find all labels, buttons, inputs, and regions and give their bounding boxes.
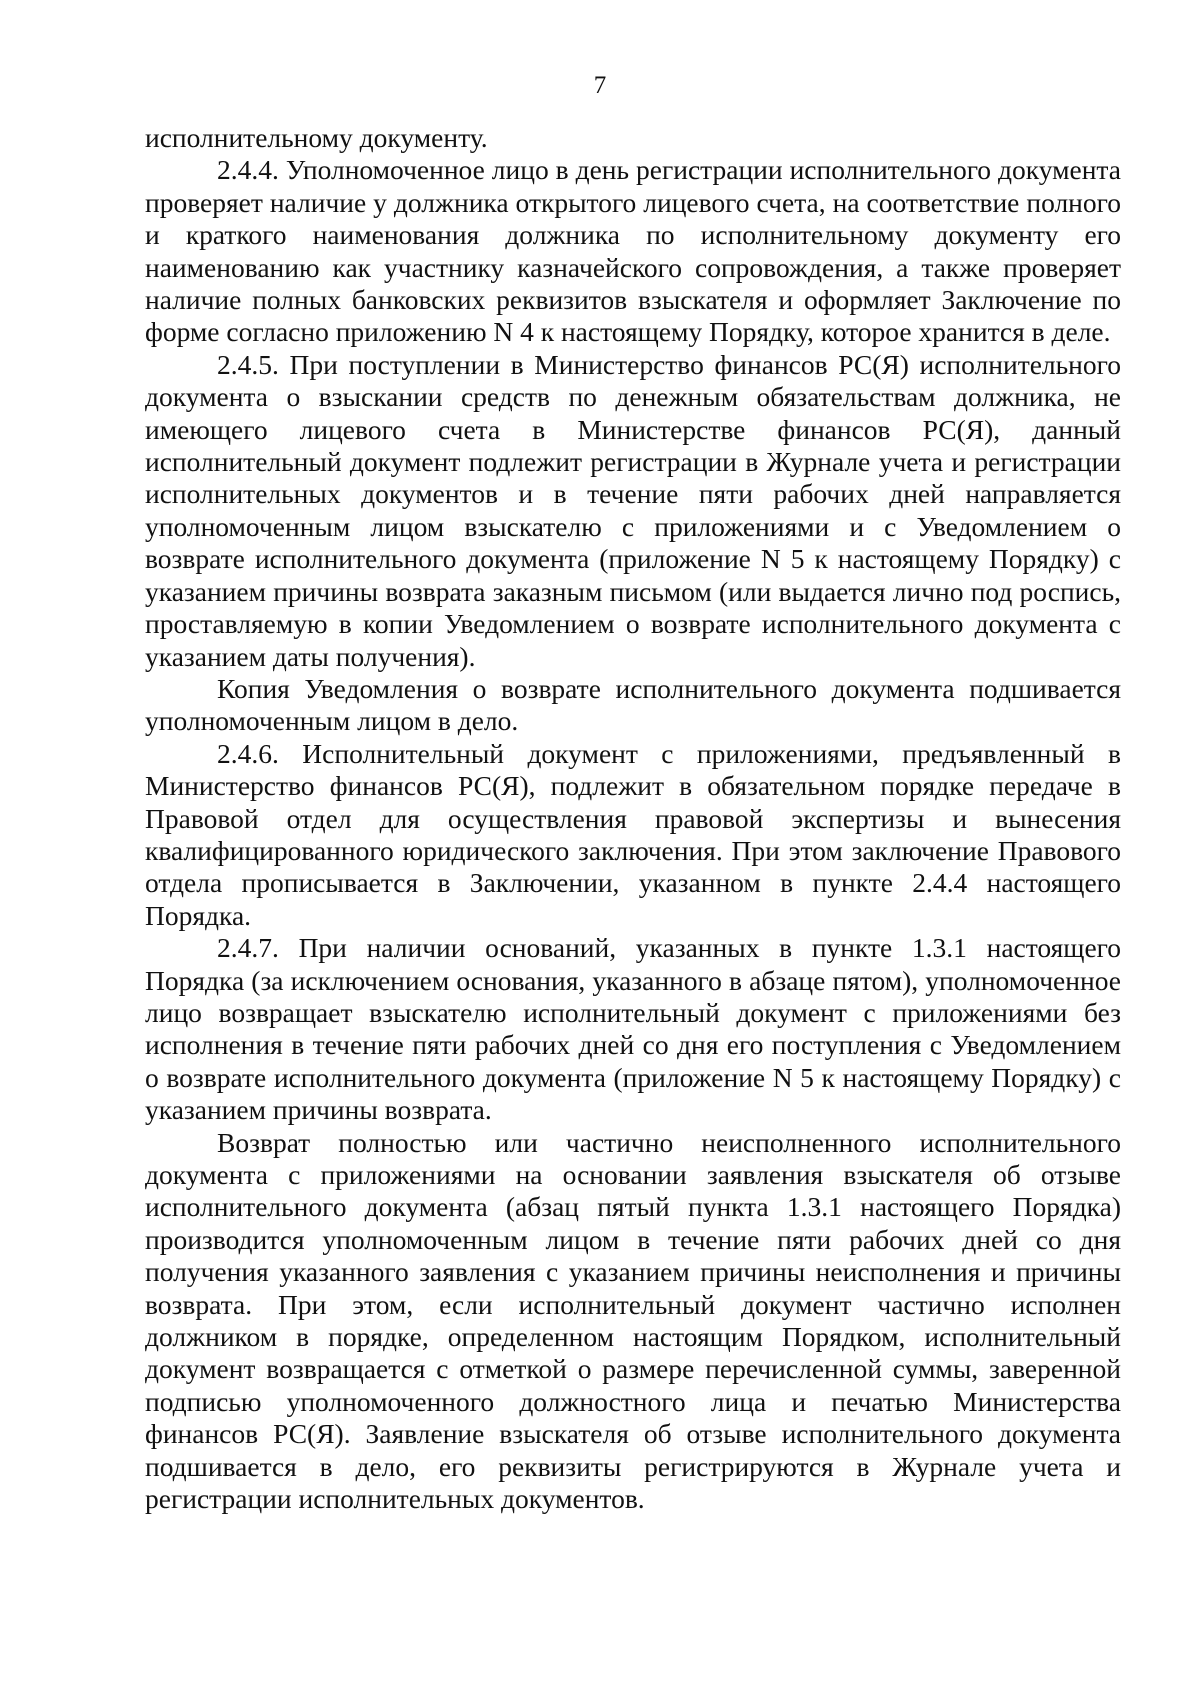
paragraph-2-4-7: 2.4.7. При наличии оснований, указанных в пункте 1.3.1 настоящего Порядка (за исключением основания, указанного в абзаце пятом), уполномоченное лицо возвращает взыскателю исполнительный документ с приложениями без исполнения в течение пяти рабочих дней со дня его поступления с Уведомлением о возврате исполнительного документа (приложение N 5 к настоящему Порядку) с указанием причины возврата. (145, 932, 1121, 1126)
paragraph-continuation: исполнительному документу. (145, 122, 488, 153)
document-body (145, 122, 1121, 1515)
paragraph-notice-copy: Копия Уведомления о возврате исполнительного документа подшивается уполномоченным лицом в дело. (145, 672, 1121, 737)
paragraph-2-4-4: 2.4.4. Уполномоченное лицо в день регистрации исполнительного документа проверяет наличие у должника открытого лицевого счета, на соответствие полного и краткого наименования должника по исполнительному документу его наименованию как участнику казначейского сопровождения, а также проверяет наличие полных банковских реквизитов взыскателя и оформляет Заключение по форме согласно приложению N 4 к настоящему Порядку, которое хранится в деле. (145, 154, 1121, 348)
paragraph-2-4-6: 2.4.6. Исполнительный документ с приложениями, предъявленный в Министерство финансов РС(Я), подлежит в обязательном порядке передаче в Правовой отдел для осуществления правовой экспертизы и вынесения квалифицированного юридического заключения. При этом заключение Правового отдела прописывается в Заключении, указанном в пункте 2.4.4 настоящего Порядка. (145, 737, 1121, 931)
paragraph-return-on-withdrawal: Возврат полностью или частично неисполненного исполнительного документа с приложениями на основании заявления взыскателя об отзыве исполнительного документа (абзац пятый пункта 1.3.1 настоящего Порядка) производится уполномоченным лицом в течение пяти рабочих дней со дня получения указанного заявления с указанием причины неисполнения и причины возврата. При этом, если исполнительный документ частично исполнен должником в порядке, определенном настоящим Порядком, исполнительный документ возвращается с отметкой о размере перечисленной суммы, заверенной подписью уполномоченного должностного лица и печатью Министерства финансов РС(Я). Заявление взыскателя об отзыве исполнительного документа подшивается в дело, его реквизиты регистрируются в Журнале учета и регистрации исполнительных документов. (145, 1126, 1121, 1515)
page-number: 7 (593, 72, 607, 99)
paragraph-2-4-5: 2.4.5. При поступлении в Министерство финансов РС(Я) исполнительного документа о взыскании средств по денежным обязательствам должника, не имеющего лицевого счета в Министерстве финансов РС(Я), данный исполнительный документ подлежит регистрации в Журнале учета и регистрации исполнительных документов и в течение пяти рабочих дней направляется уполномоченным лицом взыскателю с приложениями и с Уведомлением о возврате исполнительного документа (приложение N 5 к настоящему Порядку) с указанием причины возврата заказным письмом (или выдается лично под роспись, проставляемую в копии Уведомлением о возврате исполнительного документа с указанием даты получения). (145, 348, 1121, 672)
